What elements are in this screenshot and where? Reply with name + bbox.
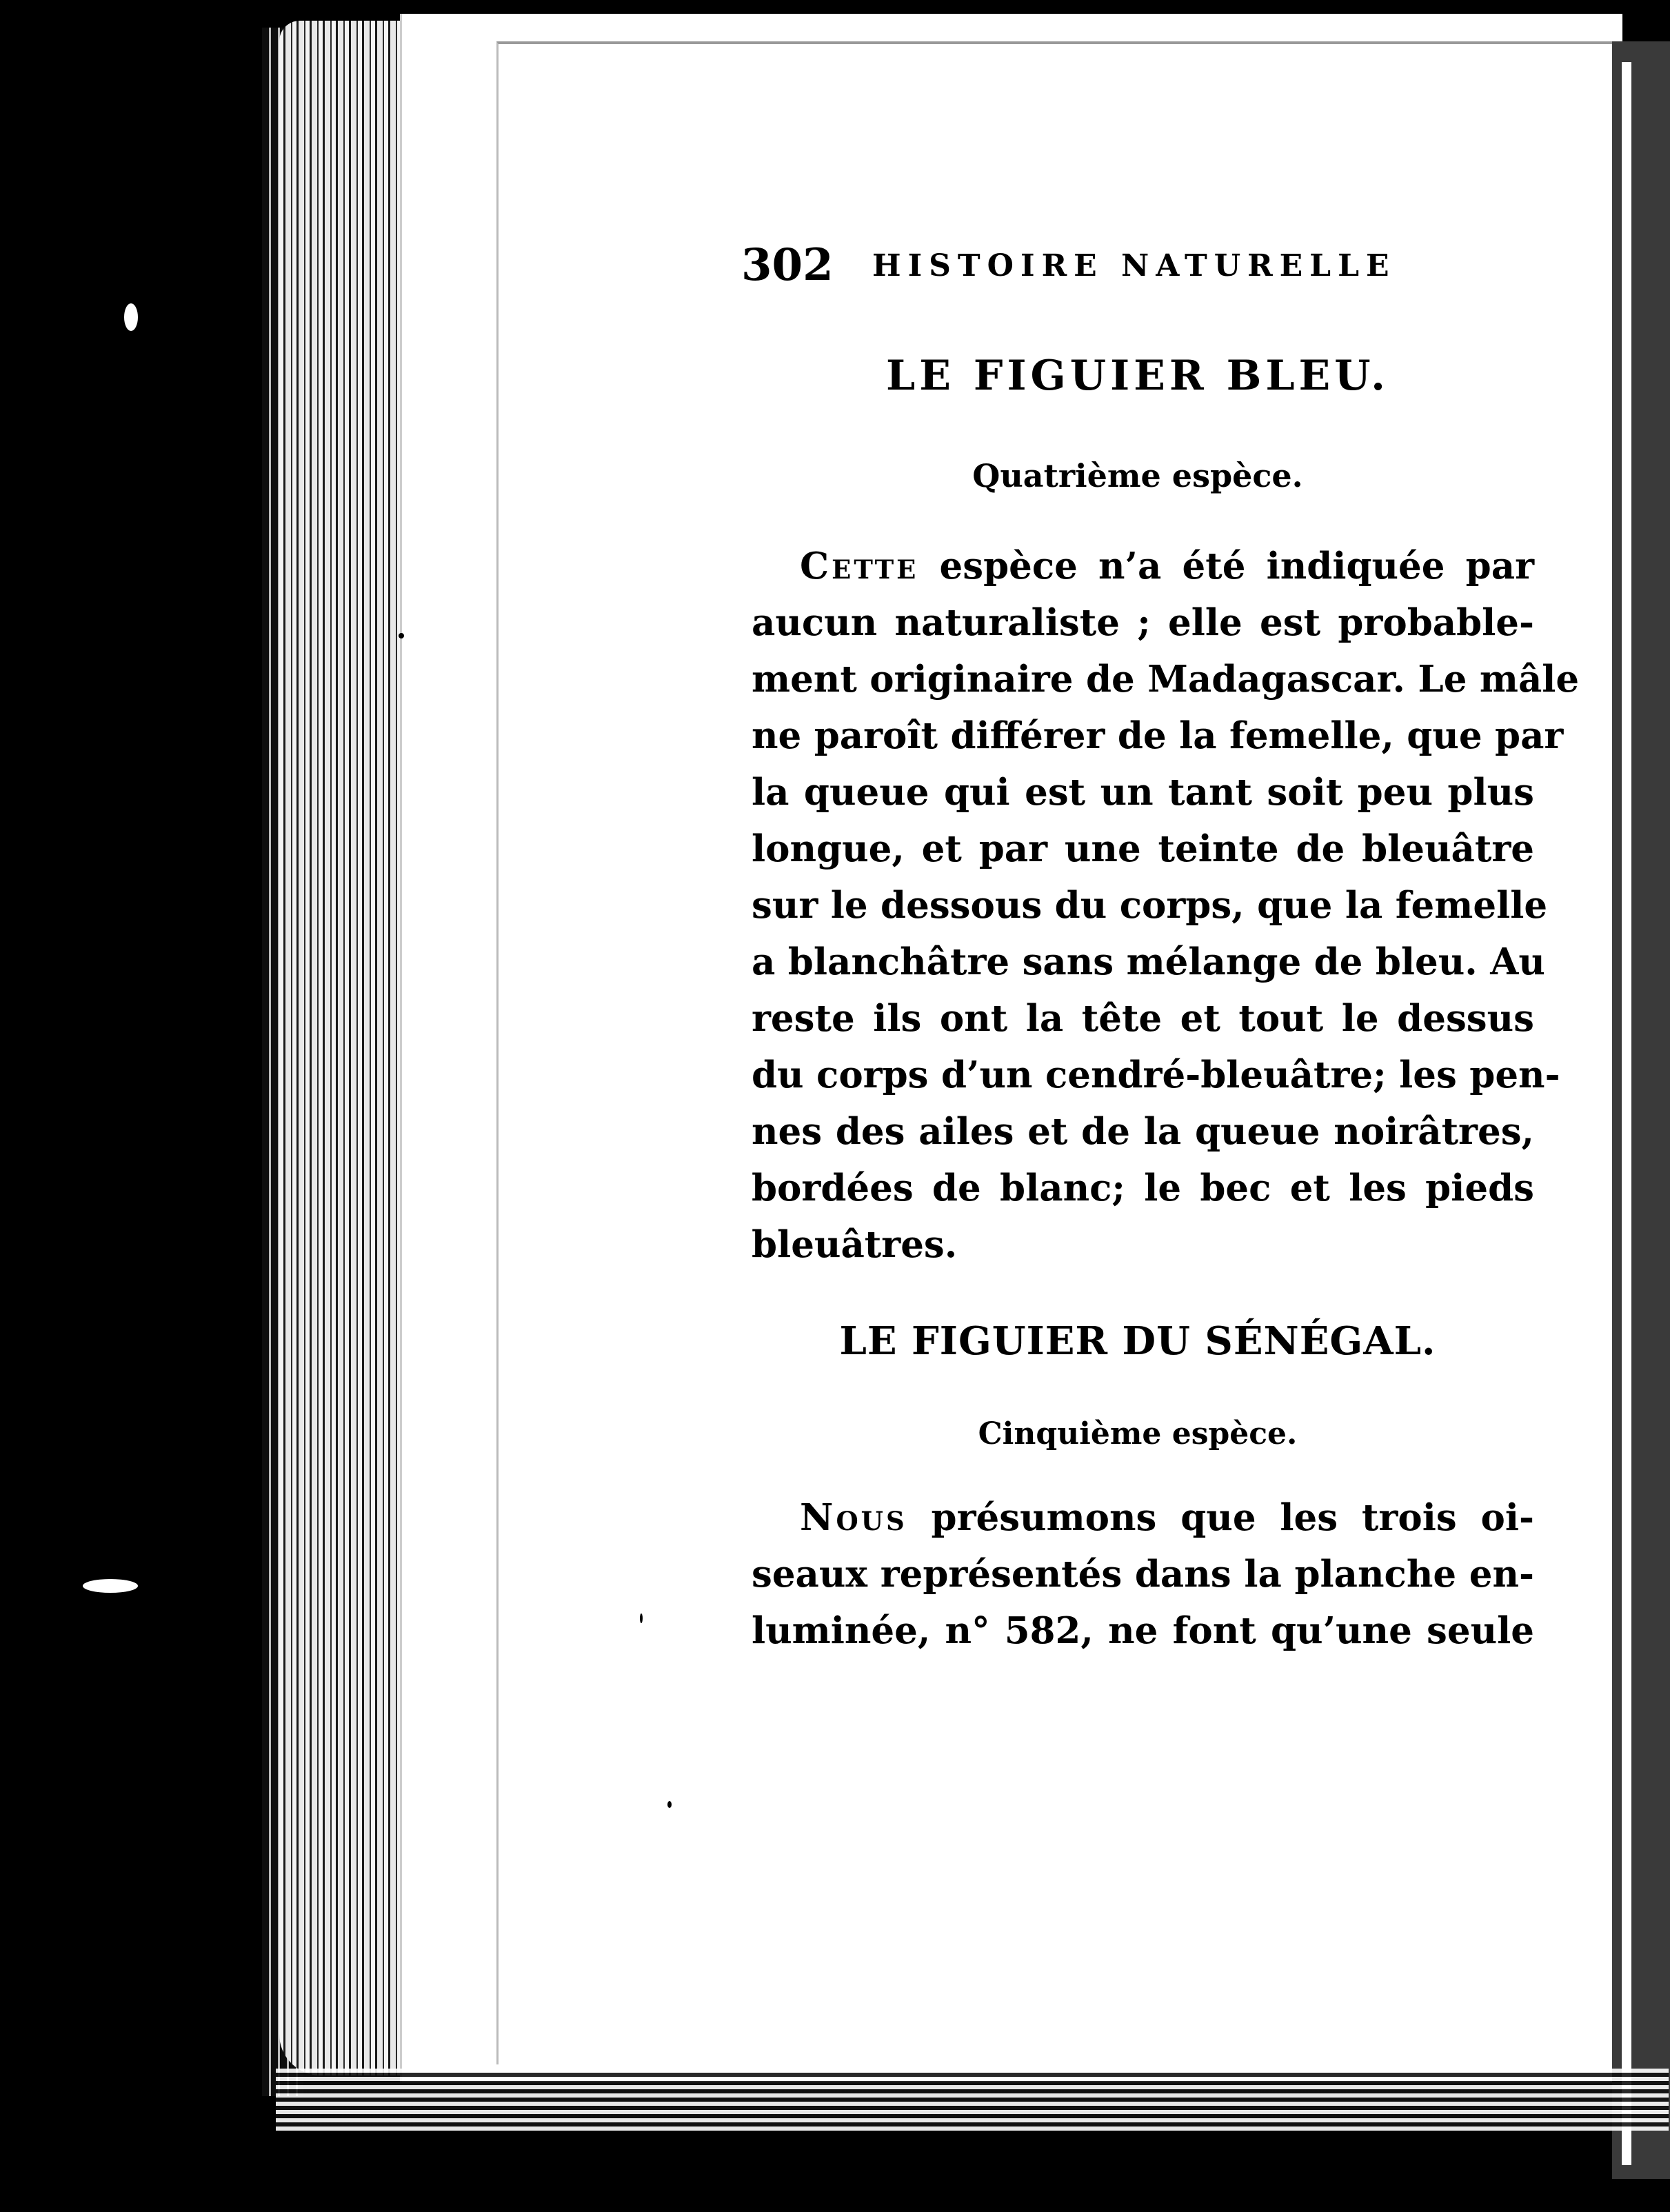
- book-fore-edge: [279, 21, 410, 2075]
- text-line: seaux représentés dans la planche en-: [752, 1553, 1534, 1596]
- text-line: du corps d’un cendré-bleuâtre; les pen-: [752, 1054, 1560, 1096]
- text-line: la queue qui est un tant soit peu plus: [752, 771, 1534, 814]
- text-line: reste ils ont la tête et tout le dessus: [752, 997, 1534, 1040]
- text-line: [752, 538, 1534, 594]
- lead-word: Nous: [800, 1496, 907, 1539]
- text-line: bleuâtres.: [752, 1223, 958, 1266]
- text-line: longue, et par une teinte de bleuâtre: [752, 827, 1534, 870]
- running-head: [741, 238, 1534, 293]
- text-line: sur le dessous du corps, que la femelle: [752, 884, 1548, 927]
- running-head-title: HISTOIRE NATURELLE: [872, 248, 1396, 283]
- ink-speck: [667, 1801, 672, 1808]
- text-line: ment originaire de Madagascar. Le mâle: [752, 658, 1580, 701]
- line-text: présumons que les trois oi-: [907, 1496, 1534, 1539]
- lead-word: Cette: [800, 545, 919, 587]
- section-subtitle: Cinquième espèce.: [978, 1416, 1298, 1451]
- book-gutter-edge: [1612, 41, 1670, 2179]
- book-bottom-edge: [276, 2069, 1669, 2131]
- line-text: espèce n’a été indiquée par: [918, 545, 1534, 587]
- text-line: nes des ailes et de la queue noirâtres,: [752, 1110, 1534, 1153]
- paragraph: [752, 538, 1580, 1273]
- text-line: a blanchâtre sans mélange de bleu. Au: [752, 941, 1545, 983]
- ink-speck: [399, 633, 404, 639]
- ink-speck: [640, 1613, 643, 1623]
- text-line: aucun naturaliste ; elle est probable-: [752, 601, 1534, 644]
- gutter-stripe: [1622, 62, 1631, 2165]
- text-line: luminée, n° 582, ne font qu’une seule: [752, 1609, 1534, 1652]
- paragraph: [752, 1489, 1534, 1659]
- paper-speck: [124, 303, 138, 331]
- section-title: LE FIGUIER BLEU.: [886, 352, 1389, 400]
- section-title: LE FIGUIER DU SÉNÉGAL.: [839, 1318, 1436, 1364]
- text-line: ne paroît différer de la femelle, que par: [752, 714, 1564, 757]
- section-subtitle: Quatrième espèce.: [972, 457, 1303, 494]
- text-line: [752, 1489, 1534, 1546]
- text-line: bordées de blanc; le bec et les pieds: [752, 1167, 1534, 1209]
- paper-speck: [83, 1579, 138, 1593]
- page-number: 302: [741, 239, 834, 291]
